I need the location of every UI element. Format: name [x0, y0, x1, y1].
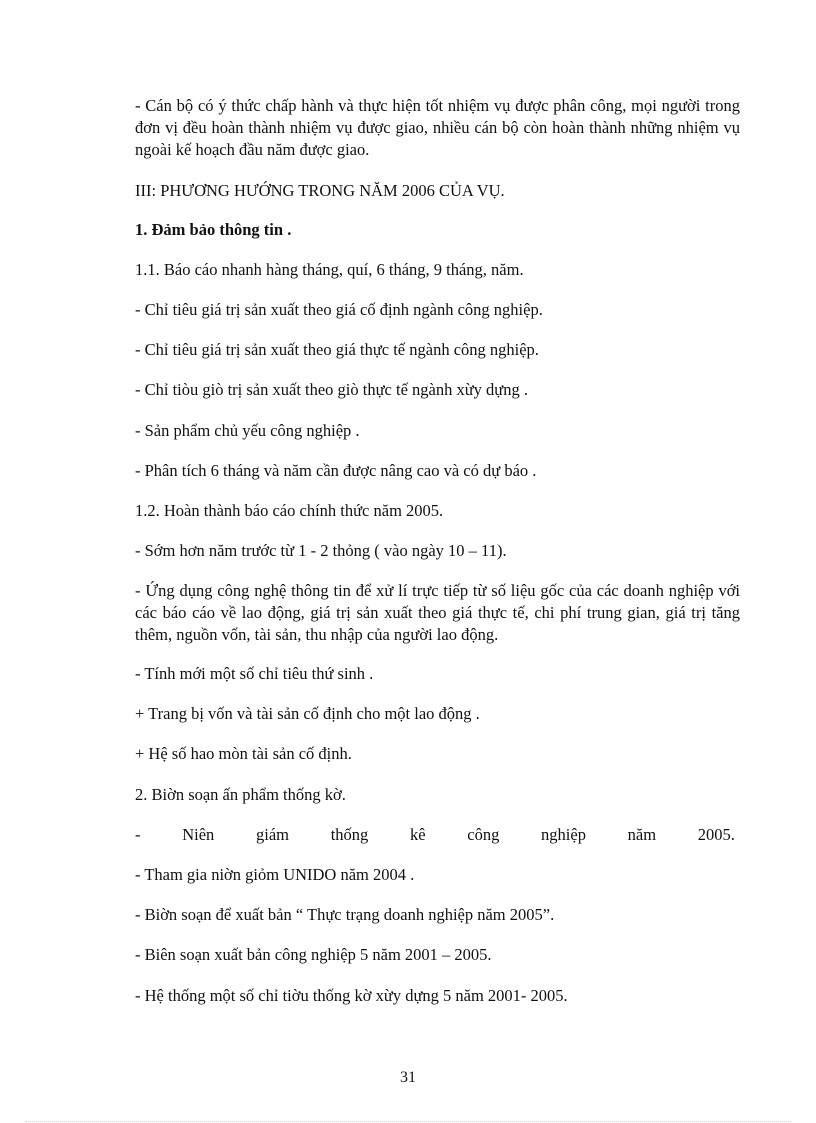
spread-word: giám [255, 825, 289, 844]
bullet-main-products: - Sản phẩm chủ yếu công nghiệp . [135, 421, 360, 440]
bullet-five-year-industry-publication: - Biên soạn xuất bản công nghiệp 5 năm 2001 – 2005. [135, 945, 492, 964]
bullet-actual-price-construction: - Chỉ tiòu giò trị sản xuất theo giò thực tế ngành xừy dựng . [135, 380, 528, 399]
bullet-actual-price-industry: - Chỉ tiêu giá trị sản xuất theo giá thực tế ngành công nghiệp. [135, 340, 539, 359]
spread-word: năm [627, 825, 657, 844]
bullet-earlier-schedule: - Sớm hơn năm trước từ 1 - 2 thỏng ( vào ngày 10 – 11). [135, 541, 507, 560]
bullet-analysis-forecast: - Phân tích 6 tháng và năm cần được nâng cao và có dự báo . [135, 461, 537, 480]
section-heading-direction-2006: III: PHƯƠNG HƯỚNG TRONG NĂM 2006 CỦA VỤ. [135, 181, 505, 200]
bullet-fixed-price-indicator: - Chỉ tiêu giá trị sản xuất theo giá cố định ngành công nghiệp. [135, 300, 543, 319]
item-2-compile-publications: 2. Biờn soạn ấn phẩm thống kờ. [135, 785, 346, 804]
spread-word: nghiệp [541, 825, 586, 844]
spread-word: công [467, 825, 500, 844]
spread-word: - [135, 825, 141, 844]
bullet-construction-indicator-system: - Hệ thống một số chỉ tiờu thống kờ xừy dựng 5 năm 2001- 2005. [135, 986, 568, 1005]
subheading-ensure-information: 1. Đảm bảo thông tin . [135, 220, 292, 239]
bullet-industrial-yearbook [135, 824, 735, 846]
spread-word: kê [409, 825, 426, 844]
paragraph-it-application: - Ứng dụng công nghệ thông tin để xử lí trực tiếp từ số liệu gốc của các doanh nghiệp với các báo cáo về lao động, giá trị sản xuất theo giá thực tế, chi phí trung gian, giá trị tăng thêm, nguồn vốn, tài sản, thu nhập của người lao động. [135, 581, 740, 644]
item-1-2-official-report: 1.2. Hoàn thành báo cáo chính thức năm 2005. [135, 501, 444, 520]
paragraph-staff-performance: - Cán bộ có ý thức chấp hành và thực hiện tốt nhiệm vụ được phân công, mọi người trong đơn vị đều hoàn thành nhiệm vụ được giao, nhiều cán bộ còn hoàn thành những nhiệm vụ ngoài kế hoạch đầu năm được giao. [135, 96, 740, 159]
bullet-derived-indicators: - Tính mới một số chỉ tiêu thứ sinh . [135, 664, 374, 683]
bullet-depreciation-ratio: + Hệ số hao mòn tài sản cố định. [135, 744, 352, 763]
spread-word: Niên [182, 825, 215, 844]
bullet-capital-equipment: + Trang bị vốn và tài sản cố định cho một lao động . [135, 704, 480, 723]
page-number: 31 [400, 1069, 416, 1086]
bullet-unido-yearbook: - Tham gia niờn giỏm UNIDO năm 2004 . [135, 865, 415, 884]
page-bottom-divider [25, 1121, 791, 1122]
spread-word: thống [330, 825, 369, 844]
item-1-1-quick-reports: 1.1. Báo cáo nhanh hàng tháng, quí, 6 tháng, 9 tháng, năm. [135, 260, 524, 279]
bullet-enterprise-status-publication: - Biờn soạn để xuất bản “ Thực trạng doanh nghiệp năm 2005”. [135, 905, 555, 924]
spread-word: 2005. [697, 825, 735, 844]
